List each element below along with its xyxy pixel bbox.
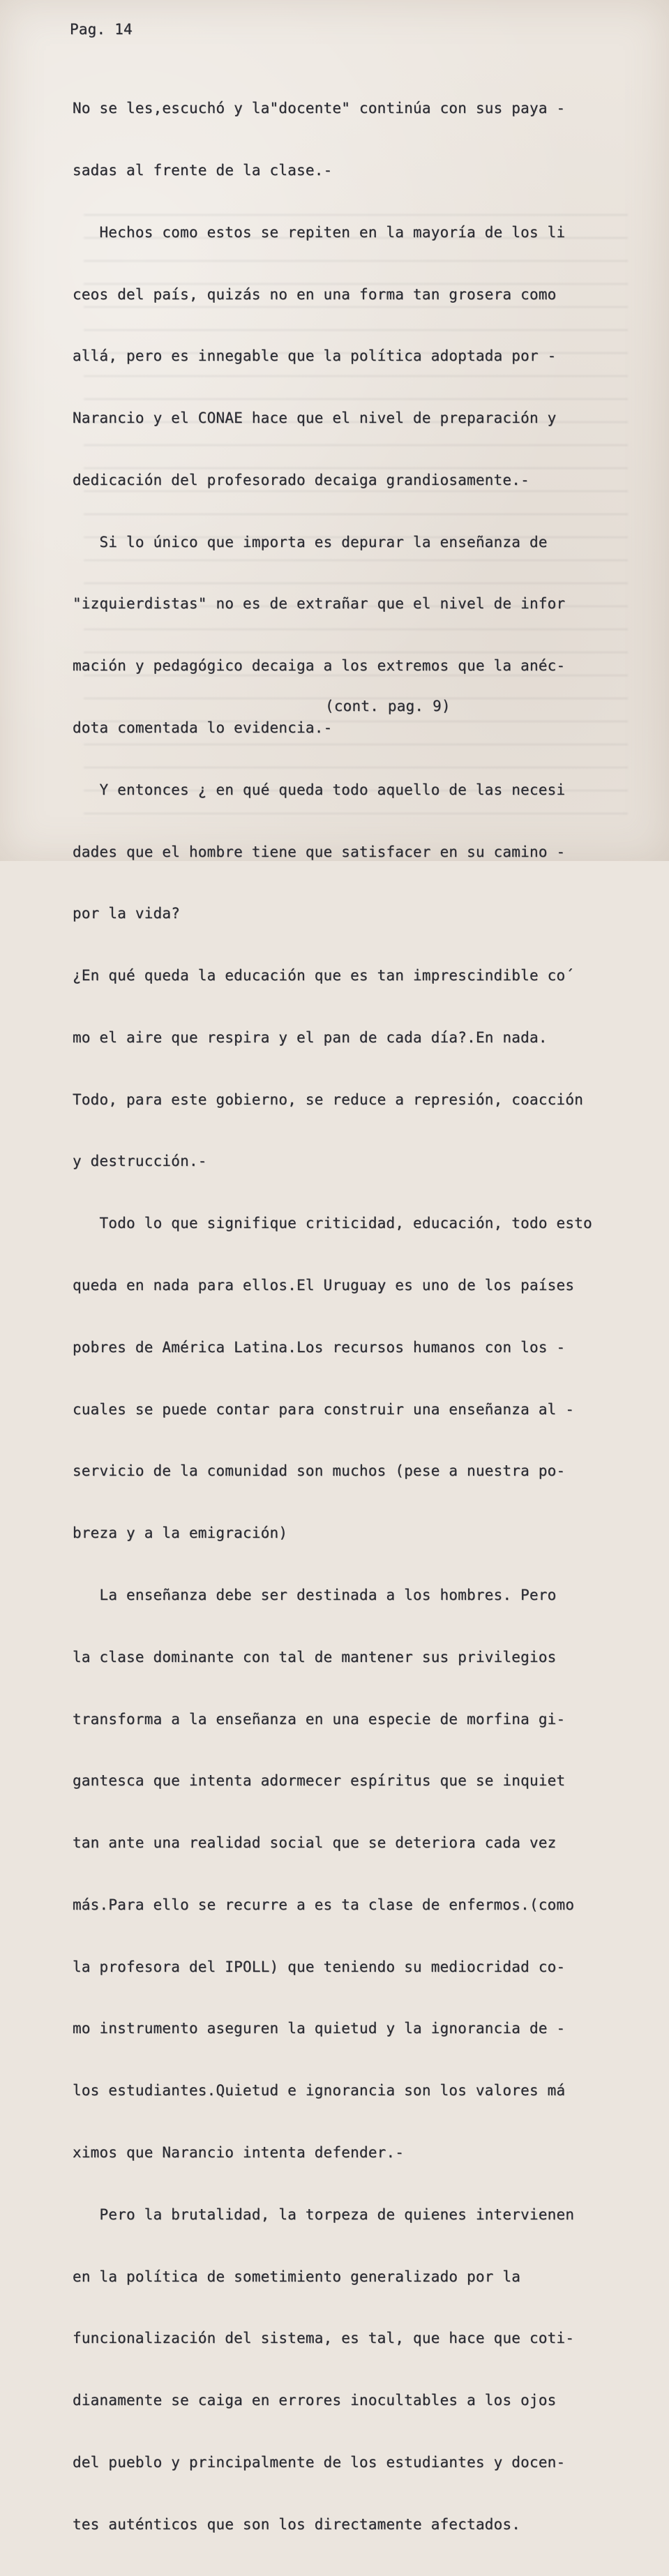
text-line: transforma a la enseñanza en una especie de morfina gi- bbox=[73, 1710, 566, 1728]
text-line: dedicación del profesorado decaiga grandiosamente.- bbox=[73, 471, 529, 488]
text-line: La enseñanza debe ser destinada a los hombres. Pero bbox=[73, 1586, 557, 1603]
text-line: queda en nada para ellos.El Uruguay es uno de los países bbox=[73, 1277, 575, 1294]
page-number: Pag. 14 bbox=[70, 21, 133, 38]
text-line: allá, pero es innegable que la política adoptada por - bbox=[73, 347, 557, 365]
continuation-note: (cont. pag. 9) bbox=[325, 698, 451, 714]
text-line: ceos del país, quizás no en una forma tan grosera como bbox=[73, 285, 557, 303]
text-line: ximos que Narancio intenta defender.- bbox=[73, 2143, 405, 2161]
text-line: mo el aire que respira y el pan de cada día?.En nada. bbox=[73, 1028, 548, 1046]
text-line: pobres de América Latina.Los recursos humanos con los - bbox=[73, 1338, 566, 1356]
text-line: mación y pedagógico decaiga a los extremos que la anéc- bbox=[73, 657, 566, 675]
text-line: más.Para ello se recurre a es ta clase de enfermos.(como bbox=[73, 1896, 575, 1913]
text-line: funcionalización del sistema, es tal, que hace que coti- bbox=[73, 2330, 575, 2347]
text-line: Pero la brutalidad, la torpeza de quienes intervienen bbox=[73, 2206, 575, 2223]
text-line: Hechos como estos se repiten en la mayoría de los li bbox=[73, 223, 566, 241]
text-line: No se les,escuchó y la"docente" continúa con sus paya - bbox=[73, 100, 566, 117]
text-line: tan ante una realidad social que se deteriora cada vez bbox=[73, 1834, 557, 1852]
text-line: cuales se puede contar para construir una enseñanza al - bbox=[73, 1400, 575, 1418]
text-line: ¿En qué queda la educación que es tan imprescindible co´ bbox=[73, 967, 575, 984]
body-text bbox=[73, 57, 592, 2576]
text-line: "izquierdistas" no es de extrañar que el nivel de infor bbox=[73, 595, 566, 613]
text-line: gantesca que intenta adormecer espíritus que se inquiet bbox=[73, 1772, 566, 1790]
text-line: y destrucción.- bbox=[73, 1153, 207, 1170]
text-line: mo instrumento aseguren la quietud y la ignorancia de - bbox=[73, 2020, 566, 2037]
text-line: Y entonces ¿ en qué queda todo aquello de las necesi bbox=[73, 781, 566, 798]
text-line: por la vida? bbox=[73, 905, 181, 922]
text-line: tes auténticos que son los directamente afectados. bbox=[73, 2515, 521, 2533]
text-line: dota comentada lo evidencia.- bbox=[73, 719, 333, 736]
text-line: dianamente se caiga en errores inocultables a los ojos bbox=[73, 2392, 557, 2409]
text-line: breza y a la emigración) bbox=[73, 1525, 288, 1542]
text-line: Si lo único que importa es depurar la enseñanza de bbox=[73, 533, 548, 551]
text-line: servicio de la comunidad son muchos (pese a nuestra po- bbox=[73, 1462, 566, 1480]
text-line: la clase dominante con tal de mantener sus privilegios bbox=[73, 1648, 557, 1665]
text-line: sadas al frente de la clase.- bbox=[73, 161, 333, 179]
text-line: Todo, para este gobierno, se reduce a represión, coacción bbox=[73, 1091, 584, 1108]
text-line: Todo lo que signifique criticidad, educación, todo esto bbox=[73, 1215, 592, 1232]
text-line: en la política de sometimiento generalizado por la bbox=[73, 2268, 521, 2285]
text-line: dades que el hombre tiene que satisfacer en su camino - bbox=[73, 843, 566, 860]
text-line: la profesora del IPOLL) que teniendo su mediocridad co- bbox=[73, 1958, 566, 1975]
text-line: los estudiantes.Quietud e ignorancia son los valores má bbox=[73, 2082, 566, 2099]
text-line: del pueblo y principalmente de los estudiantes y docen- bbox=[73, 2453, 566, 2471]
text-line: Narancio y el CONAE hace que el nivel de preparación y bbox=[73, 410, 557, 427]
